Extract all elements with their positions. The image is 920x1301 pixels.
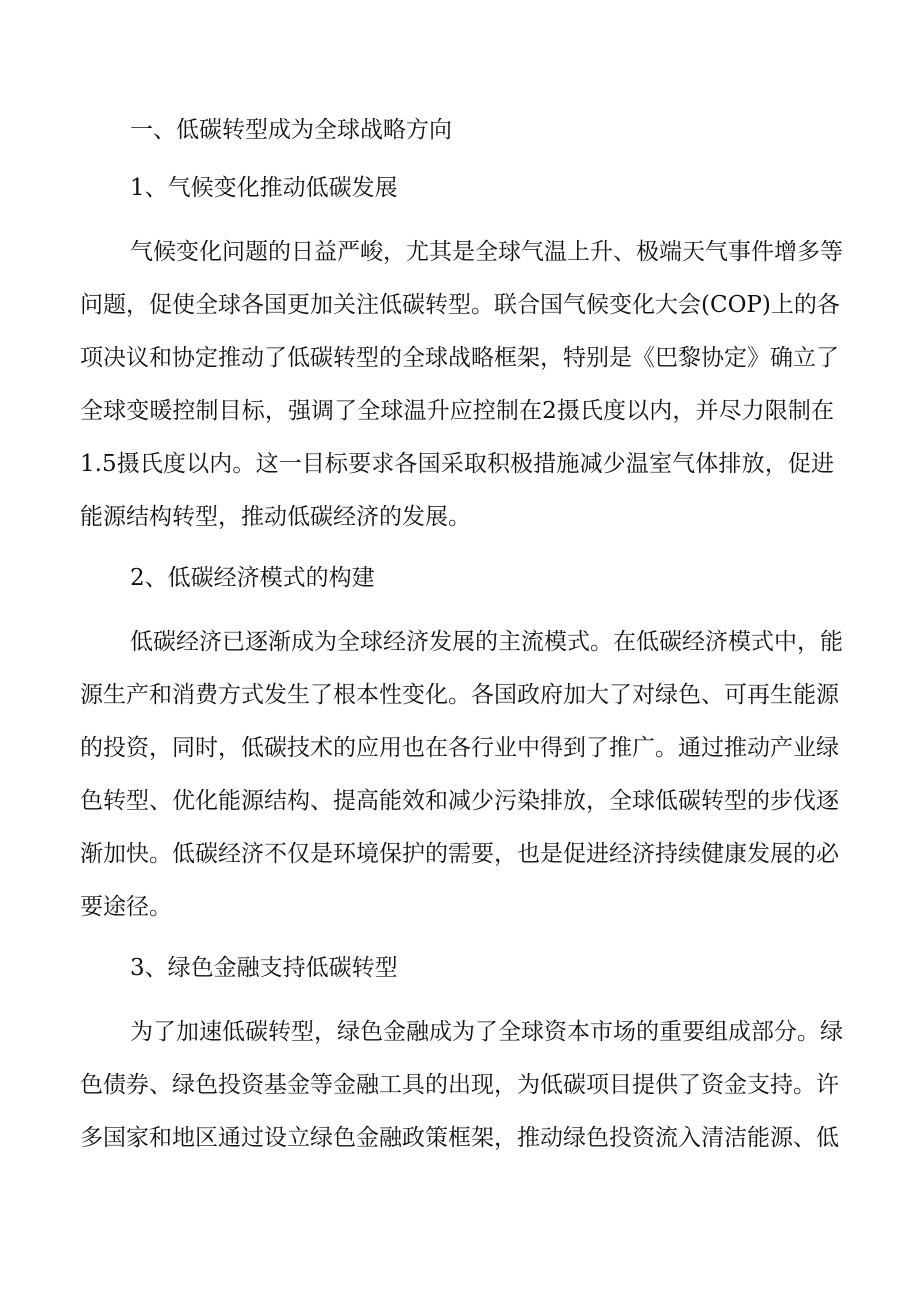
paragraph-line: 问题，促使全球各国更加关注低碳转型。联合国气候变化大会(COP)上的各: [80, 292, 840, 318]
paragraph-line: 全球变暖控制目标，强调了全球温升应控制在2摄氏度以内，并尽力限制在: [80, 398, 834, 424]
paragraph-line: 多国家和地区通过设立绿色金融政策框架，推动绿色投资流入清洁能源、低: [80, 1125, 839, 1151]
paragraph-line: 要途径。: [80, 894, 172, 920]
section-heading: 一、低碳转型成为全球战略方向: [130, 117, 452, 143]
paragraph-line: 源生产和消费方式发生了根本性变化。各国政府加大了对绿色、可再生能源: [80, 682, 839, 708]
subheading: 2、低碳经济模式的构建: [130, 565, 375, 591]
paragraph-line: 色债券、绿色投资基金等金融工具的出现，为低碳项目提供了资金支持。许: [80, 1072, 839, 1098]
paragraph-line: 能源结构转型，推动低碳经济的发展。: [80, 504, 471, 530]
subheading: 3、绿色金融支持低碳转型: [130, 955, 398, 981]
paragraph-line: 1.5摄氏度以内。这一目标要求各国采取积极措施减少温室气体排放，促进: [80, 451, 834, 477]
paragraph-line: 项决议和协定推动了低碳转型的全球战略框架，特别是《巴黎协定》确立了: [80, 345, 839, 371]
paragraph-line: 为了加速低碳转型，绿色金融成为了全球资本市场的重要组成部分。绿: [130, 1019, 843, 1045]
paragraph-line: 的投资，同时，低碳技术的应用也在各行业中得到了推广。通过推动产业绿: [80, 735, 839, 761]
paragraph-line: 渐加快。低碳经济不仅是环境保护的需要，也是促进经济持续健康发展的必: [80, 841, 839, 867]
paragraph-line: 气候变化问题的日益严峻，尤其是全球气温上升、极端天气事件增多等: [130, 239, 843, 265]
paragraph-line: 低碳经济已逐渐成为全球经济发展的主流模式。在低碳经济模式中，能: [130, 629, 843, 655]
subheading: 1、气候变化推动低碳发展: [130, 175, 398, 201]
paragraph-line: 色转型、优化能源结构、提高能效和减少污染排放，全球低碳转型的步伐逐: [80, 788, 839, 814]
